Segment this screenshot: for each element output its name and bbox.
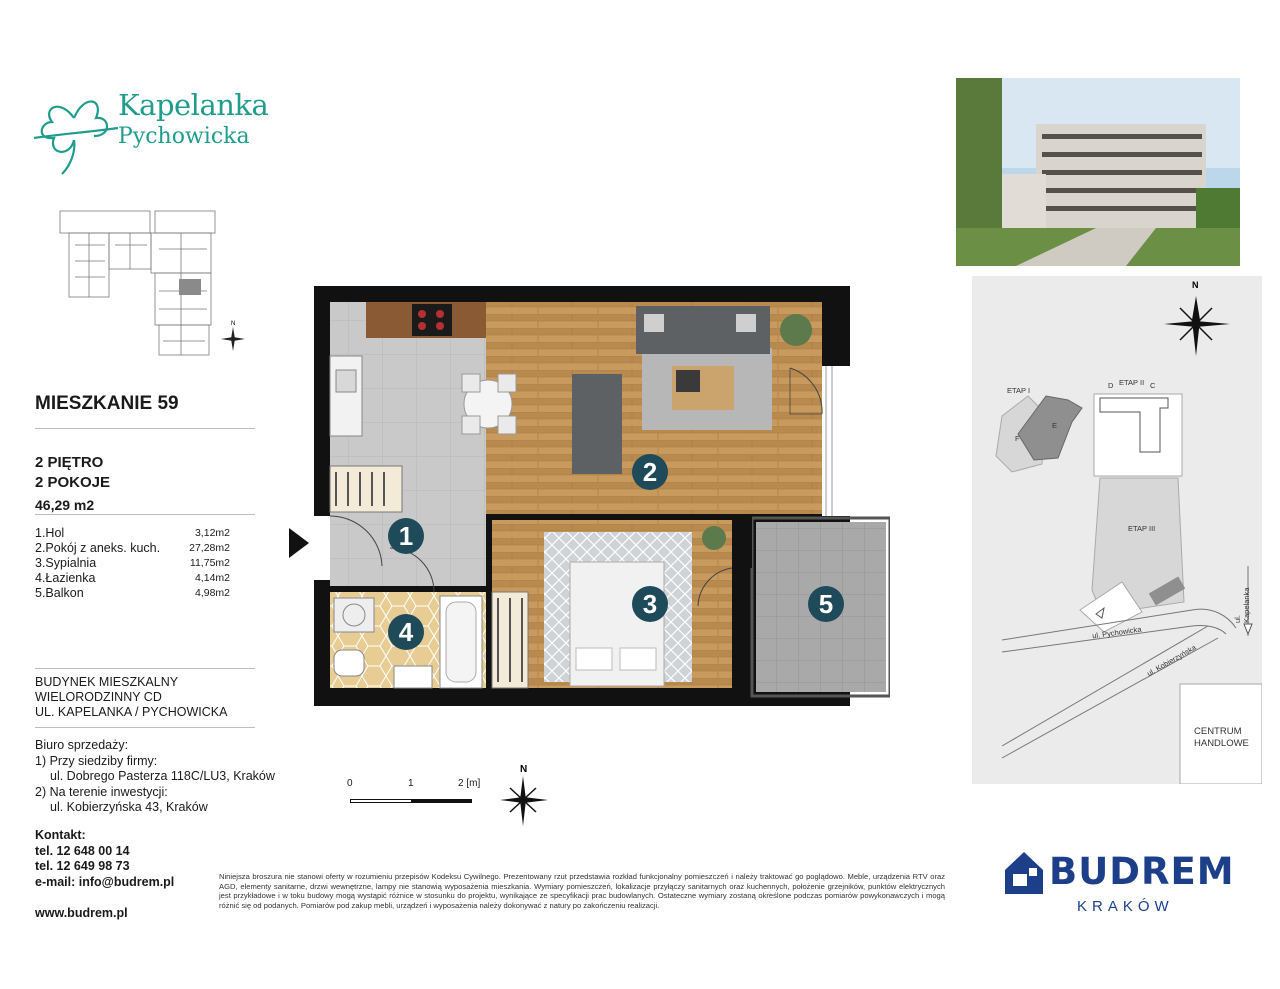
- house-icon: [1003, 848, 1045, 896]
- building-key-plan: [55, 205, 255, 365]
- phone-2[interactable]: tel. 12 649 98 73: [35, 859, 130, 873]
- street-kobierzynska: ul. Kobierzyńska: [1145, 642, 1198, 679]
- room-area: 27,28m2: [189, 542, 230, 554]
- room-number-badge: [388, 518, 424, 554]
- room-row: [35, 586, 230, 601]
- scale-tick-1: 1: [408, 778, 414, 789]
- sales-office: [35, 738, 275, 816]
- apartment-area: 46,29 m2: [35, 497, 95, 513]
- building-line: WIELORODZINNY CD: [35, 690, 162, 704]
- room-number: 4: [398, 617, 414, 647]
- room-number-badge: [388, 614, 424, 650]
- room-area: 4,14m2: [194, 572, 230, 584]
- floor-plan: [314, 286, 890, 706]
- compass-icon: [494, 760, 552, 832]
- contact-block: [35, 828, 174, 890]
- toilet: [334, 650, 364, 676]
- room-name: 2.Pokój z aneks. kuch.: [35, 541, 161, 555]
- room-area: 3,12m2: [194, 527, 230, 539]
- logo-line-1: Kapelanka: [118, 88, 269, 122]
- floor-label: 2 PIĘTRO: [35, 454, 104, 471]
- site-plan: [972, 276, 1262, 784]
- mini-compass-icon: [221, 321, 245, 351]
- block-f-label: F: [1015, 434, 1020, 443]
- legal-disclaimer: Niniejsza broszura nie stanowi oferty w rozumieniu przepisów Kodeksu Cywilnego. Prezentowany rzut przedstawia rozkład funkcjonalny pomieszczeń i należy traktować go poglądowo. Meble, urządzenia RTV oraz AGD, elementy sanitarne, drzwi wewnętrzne, lampy nie stanowią wyposażenia mieszkania. Wymiary pomieszczeń, lokalizacje przyłączy sanitarnych oraz kuchennych, położenie grzejników, punktów elektrycznych jest przykładowe i w toku budowy mogą wystąpić różnice w stosunku do projektu, wynikające ze specyfikacji prac budowlanych. Ostateczne wymiary zostaną określone podczas pomiarów powykonawczych i mogą różnić się od podanych. Pomiarów pod zakup mebli, urządzeń i wyposażenia należy dokonywać z natury po zakończeniu realizacji.: [219, 872, 945, 910]
- mall-label-2: HANDLOWE: [1194, 738, 1249, 749]
- entrance-arrow-icon: [289, 528, 311, 558]
- budrem-logo: [1003, 846, 1243, 916]
- company-name: BUDREM: [1049, 850, 1235, 893]
- company-city: KRAKÓW: [1077, 898, 1174, 915]
- sales-item: 2) Na terenie inwestycji:: [35, 784, 168, 799]
- street-pychowicka: ul. Pychowicka: [1091, 624, 1142, 641]
- room-name: 1.Hol: [35, 526, 65, 540]
- apartment-title: MIESZKANIE 59: [35, 393, 179, 414]
- block-d-label: D: [1108, 381, 1114, 390]
- wardrobe: [330, 466, 402, 512]
- mini-compass-n: N: [231, 321, 236, 327]
- scale-tick-0: 0: [347, 778, 353, 789]
- sales-heading: Biuro sprzedaży:: [35, 738, 129, 752]
- room-number-badge: [632, 454, 668, 490]
- room-name: 3.Sypialnia: [35, 556, 97, 570]
- mall-label-1: CENTRUM: [1194, 726, 1242, 737]
- room-row: [35, 526, 230, 541]
- room-number: 5: [818, 589, 834, 619]
- sales-item: 1) Przy siedziby firmy:: [35, 753, 158, 768]
- room-area: 11,75m2: [189, 557, 230, 569]
- logo-line-2: Pychowicka: [118, 124, 250, 149]
- site-plan-map: [972, 276, 1262, 784]
- room-row: [35, 571, 230, 586]
- block-e-label: E: [1052, 421, 1058, 430]
- apartment-highlight: [179, 279, 201, 295]
- email-link[interactable]: e-mail: info@budrem.pl: [35, 874, 175, 889]
- building-line: BUDYNEK MIESZKALNY: [35, 675, 179, 689]
- phone-1[interactable]: tel. 12 648 00 14: [35, 843, 130, 858]
- armchair-sofa: [572, 374, 622, 474]
- contact-heading: Kontakt:: [35, 828, 86, 842]
- washbasin: [394, 666, 432, 688]
- room-area: 4,98m2: [194, 587, 230, 599]
- block-c-label: C: [1150, 381, 1156, 390]
- building-description: [35, 675, 227, 720]
- clover-icon: [30, 78, 120, 178]
- kitchen-sink-counter: [330, 356, 362, 436]
- room-row: [35, 556, 230, 571]
- room-number-badge: [632, 586, 668, 622]
- website-link[interactable]: www.budrem.pl: [35, 906, 128, 920]
- divider: [35, 668, 255, 669]
- plant-icon: [702, 526, 726, 550]
- cooktop: [412, 304, 452, 336]
- room-list: [35, 526, 230, 601]
- room-number: 3: [642, 589, 658, 619]
- etap-1-label: ETAP I: [1007, 386, 1031, 395]
- divider: [35, 514, 255, 515]
- room-number: 1: [398, 521, 414, 551]
- room-name: 4.Łazienka: [35, 571, 96, 585]
- rooms-count: 2 POKOJE: [35, 474, 111, 491]
- building-line: UL. KAPELANKA / PYCHOWICKA: [35, 705, 228, 719]
- washing-machine: [334, 598, 374, 632]
- sales-address: ul. Dobrego Pasterza 118C/LU3, Kraków: [50, 769, 275, 783]
- building-photo: [956, 78, 1240, 266]
- room-number-badge: [808, 586, 844, 622]
- etap-2-label: ETAP II: [1119, 378, 1145, 387]
- room-name: 5.Balkon: [35, 586, 84, 600]
- compass-n: N: [520, 764, 528, 775]
- street-kapelanka: ul. Kapelanka: [1233, 587, 1251, 623]
- site-compass-n: N: [1192, 280, 1199, 290]
- divider: [35, 428, 255, 429]
- plant-icon: [780, 314, 812, 346]
- etap-3-label: ETAP III: [1128, 524, 1156, 533]
- kapelanka-logo: [30, 78, 270, 178]
- room-row: [35, 541, 230, 556]
- sales-address: ul. Kobierzyńska 43, Kraków: [50, 800, 208, 814]
- room-number: 2: [642, 457, 658, 487]
- divider: [35, 727, 255, 728]
- scale-tick-2: 2 [m]: [458, 778, 481, 789]
